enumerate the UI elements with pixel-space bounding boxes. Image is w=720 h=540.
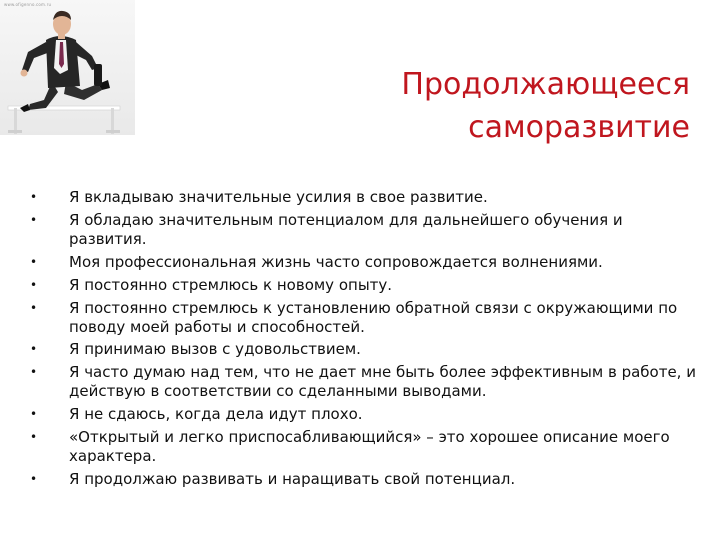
businessman-hurdle-photo [0, 0, 135, 135]
list-item: • Я продолжаю развивать и наращивать свой потенциал. [30, 470, 698, 489]
list-item: • Я часто думаю над тем, что не дает мне быть более эффективным в работе, и действую в соответствии со сделанными выводами. [30, 363, 698, 401]
photo-watermark: www.ofigenno.com.ru [4, 2, 52, 7]
title-line-2: саморазвитие [468, 110, 690, 145]
list-item: • Я постоянно стремлюсь к новому опыту. [30, 276, 698, 295]
list-item: • «Открытый и легко приспосабливающийся» – это хорошее описание моего характера. [30, 428, 698, 466]
list-item: • Я постоянно стремлюсь к установлению обратной связи с окружающими по поводу моей работы и способностей. [30, 299, 698, 337]
list-item: • Моя профессиональная жизнь часто сопровождается волнениями. [30, 253, 698, 272]
list-item: • Я вкладываю значительные усилия в свое развитие. [30, 188, 698, 207]
bullet-list [30, 188, 698, 493]
title-line-1: Продолжающееся [401, 67, 690, 102]
list-item: • Я обладаю значительным потенциалом для дальнейшего обучения и развития. [30, 211, 698, 249]
list-item: • Я принимаю вызов с удовольствием. [30, 340, 698, 359]
businessman-illustration [0, 0, 135, 135]
slide-title [270, 63, 690, 149]
list-item: • Я не сдаюсь, когда дела идут плохо. [30, 405, 698, 424]
